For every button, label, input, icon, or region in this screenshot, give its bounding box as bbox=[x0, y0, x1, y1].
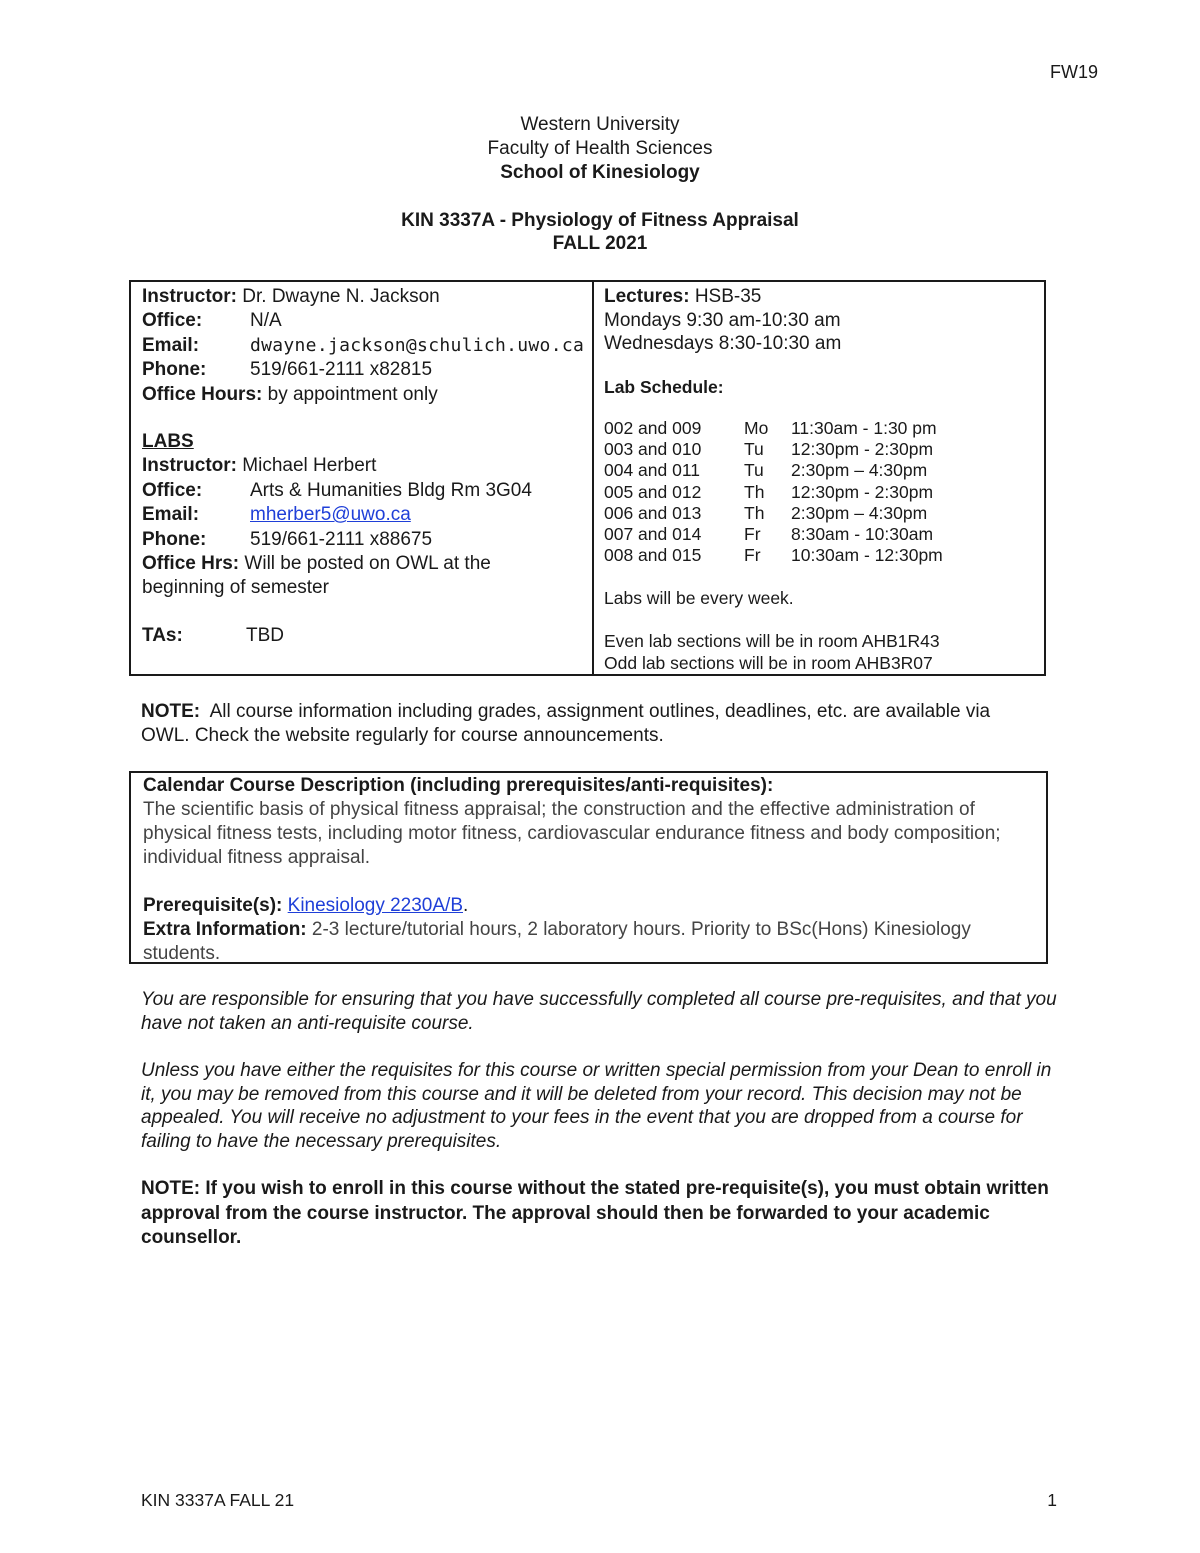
lab-schedule-row bbox=[604, 503, 1044, 524]
prerequisite-row bbox=[143, 894, 1046, 918]
lab-schedule-row bbox=[604, 545, 1044, 566]
lectures-label: Lectures: bbox=[604, 286, 690, 307]
lectures-row bbox=[604, 285, 1044, 309]
page-code: FW19 bbox=[1049, 62, 1098, 82]
office-value: N/A bbox=[250, 310, 282, 332]
instructor-label: Instructor: bbox=[142, 286, 237, 307]
faculty-name: Faculty of Health Sciences bbox=[487, 138, 713, 159]
lab-sections: 005 and 012 bbox=[604, 481, 702, 502]
tas-label: TAs: bbox=[142, 624, 183, 646]
requisites-warning-paragraph: Unless you have either the requisites for this course or written special permission from your Dean to enroll in it, you may be removed from this course and it will be deleted from your record. This decision may not be appealed. You will receive no adjustment to your fees in the event that you are dropped from a course for failing to have the necessary prerequisites. bbox=[141, 1060, 1052, 1152]
email-row bbox=[142, 334, 592, 358]
lab-time: 12:30pm - 2:30pm bbox=[791, 439, 934, 460]
instructor-email: dwayne.jackson@schulich.uwo.ca bbox=[250, 334, 585, 356]
lab-phone-label: Phone: bbox=[142, 528, 207, 550]
lab-phone-value: 519/661-2111 x88675 bbox=[250, 528, 433, 550]
course-title-block bbox=[0, 209, 1200, 255]
lab-time: 12:30pm - 2:30pm bbox=[791, 481, 934, 502]
lab-day: Tu bbox=[744, 460, 764, 481]
approval-note: NOTE: If you wish to enroll in this course without the stated pre-requisite(s), you must obtain written approval from the course instructor. The approval should then be forwarded to your academic counsellor. bbox=[141, 1178, 1049, 1248]
footer-course: KIN 3337A FALL 21 bbox=[141, 1490, 295, 1510]
lab-day: Fr bbox=[744, 524, 761, 545]
office-hours-label: Office Hours: bbox=[142, 383, 263, 405]
lab-time: 2:30pm – 4:30pm bbox=[791, 502, 928, 523]
phone-label: Phone: bbox=[142, 359, 207, 381]
contacts-column bbox=[131, 282, 594, 674]
lab-office-row bbox=[142, 479, 592, 503]
lab-hours-label: Office Hrs: bbox=[142, 553, 240, 575]
prerequisite-link[interactable]: Kinesiology 2230A/B bbox=[287, 895, 463, 916]
document-header bbox=[0, 113, 1200, 185]
responsibility-paragraph: You are responsible for ensuring that you have successfully completed all course pre-requisites, and that you have not taken an anti-requisite course. bbox=[141, 989, 1057, 1034]
lab-schedule-heading: Lab Schedule: bbox=[604, 376, 724, 397]
page-number: 1 bbox=[1047, 1490, 1057, 1510]
extra-info-label: Extra Information: bbox=[143, 919, 307, 940]
owl-note-label: NOTE: bbox=[141, 701, 201, 722]
extra-info-row bbox=[143, 918, 1046, 966]
lectures-room: HSB-35 bbox=[694, 286, 762, 307]
lab-schedule-row bbox=[604, 524, 1044, 545]
lab-email-label: Email: bbox=[142, 504, 200, 526]
lab-office-value: Arts & Humanities Bldg Rm 3G04 bbox=[250, 479, 532, 501]
office-label: Office: bbox=[142, 310, 203, 332]
odd-lab-room: Odd lab sections will be in room AHB3R07 bbox=[604, 652, 933, 673]
lab-schedule-list bbox=[604, 418, 1044, 566]
lab-sections: 002 and 009 bbox=[604, 418, 702, 438]
lab-sections: 008 and 015 bbox=[604, 545, 702, 566]
lab-day: Th bbox=[744, 481, 765, 502]
lab-hours-row bbox=[142, 552, 592, 576]
office-hours-value: by appointment only bbox=[267, 383, 438, 405]
lab-instructor-label: Instructor: bbox=[142, 455, 237, 477]
lab-time: 2:30pm – 4:30pm bbox=[791, 460, 928, 481]
email-label: Email: bbox=[142, 334, 200, 356]
lab-sections: 004 and 011 bbox=[604, 460, 701, 481]
lab-office-label: Office: bbox=[142, 479, 203, 501]
course-title: KIN 3337A - Physiology of Fitness Appraisal bbox=[401, 210, 799, 231]
lab-day: Th bbox=[744, 502, 765, 523]
lab-instructor-name: Michael Herbert bbox=[242, 455, 377, 477]
instructor-row bbox=[142, 285, 592, 309]
lectures-line2: Wednesdays 8:30-10:30 am bbox=[604, 333, 842, 354]
extra-info-text: 2-3 lecture/tutorial hours, 2 laboratory hours. Priority to BSc(Hons) Kinesiology students. bbox=[143, 919, 971, 964]
description-body: The scientific basis of physical fitness appraisal; the construction and the effective administration of physical fitness tests, including motor fitness, cardiovascular endurance fitness and body composition; individual fitness appraisal. bbox=[143, 799, 1001, 868]
lab-day: Mo bbox=[744, 418, 769, 438]
owl-note bbox=[141, 700, 1041, 748]
labs-heading: LABS bbox=[142, 431, 194, 453]
tas-row bbox=[142, 624, 592, 648]
lab-day: Fr bbox=[744, 545, 761, 566]
lab-hours-line1: Will be posted on OWL at the bbox=[244, 553, 491, 575]
even-lab-room: Even lab sections will be in room AHB1R43 bbox=[604, 630, 940, 651]
university-name: Western University bbox=[520, 114, 680, 135]
lab-schedule-row bbox=[604, 482, 1044, 503]
lab-email-row bbox=[142, 503, 592, 527]
prerequisite-label: Prerequisite(s): bbox=[143, 895, 283, 916]
instructor-name: Dr. Dwayne N. Jackson bbox=[242, 286, 440, 307]
lectures-line1: Mondays 9:30 am-10:30 am bbox=[604, 309, 841, 331]
school-name: School of Kinesiology bbox=[500, 162, 700, 183]
owl-note-text: All course information including grades, assignment outlines, deadlines, etc. are available via OWL. Check the website regularly for course announcements. bbox=[141, 701, 991, 746]
prerequisite-period: . bbox=[463, 895, 469, 916]
tas-value: TBD bbox=[246, 624, 284, 646]
course-description-box bbox=[129, 771, 1048, 964]
lab-sections: 007 and 014 bbox=[604, 524, 702, 545]
lab-phone-row bbox=[142, 528, 592, 552]
lab-sections: 006 and 013 bbox=[604, 502, 702, 523]
lab-schedule-row bbox=[604, 439, 1044, 460]
office-hours-row bbox=[142, 383, 592, 407]
lab-schedule-row bbox=[604, 418, 1044, 439]
lab-time: 11:30am - 1:30 pm bbox=[791, 418, 937, 438]
course-term: FALL 2021 bbox=[552, 233, 648, 254]
lab-instructor-row bbox=[142, 454, 592, 478]
lab-schedule-row bbox=[604, 460, 1044, 481]
schedule-column bbox=[594, 282, 1044, 674]
lab-day: Tu bbox=[744, 439, 764, 460]
lab-sections: 003 and 010 bbox=[604, 439, 702, 460]
lab-time: 8:30am - 10:30am bbox=[791, 524, 934, 545]
description-heading: Calendar Course Description (including prerequisites/anti-requisites): bbox=[143, 775, 774, 796]
phone-row bbox=[142, 358, 592, 382]
lab-hours-line2: beginning of semester bbox=[142, 577, 329, 599]
office-row bbox=[142, 309, 592, 333]
lab-time: 10:30am - 12:30pm bbox=[791, 545, 943, 566]
lab-email-link[interactable]: mherber5@uwo.ca bbox=[250, 504, 411, 526]
phone-value: 519/661-2111 x82815 bbox=[250, 359, 433, 381]
labs-weekly-note: Labs will be every week. bbox=[604, 588, 794, 609]
course-info-table bbox=[129, 280, 1046, 676]
